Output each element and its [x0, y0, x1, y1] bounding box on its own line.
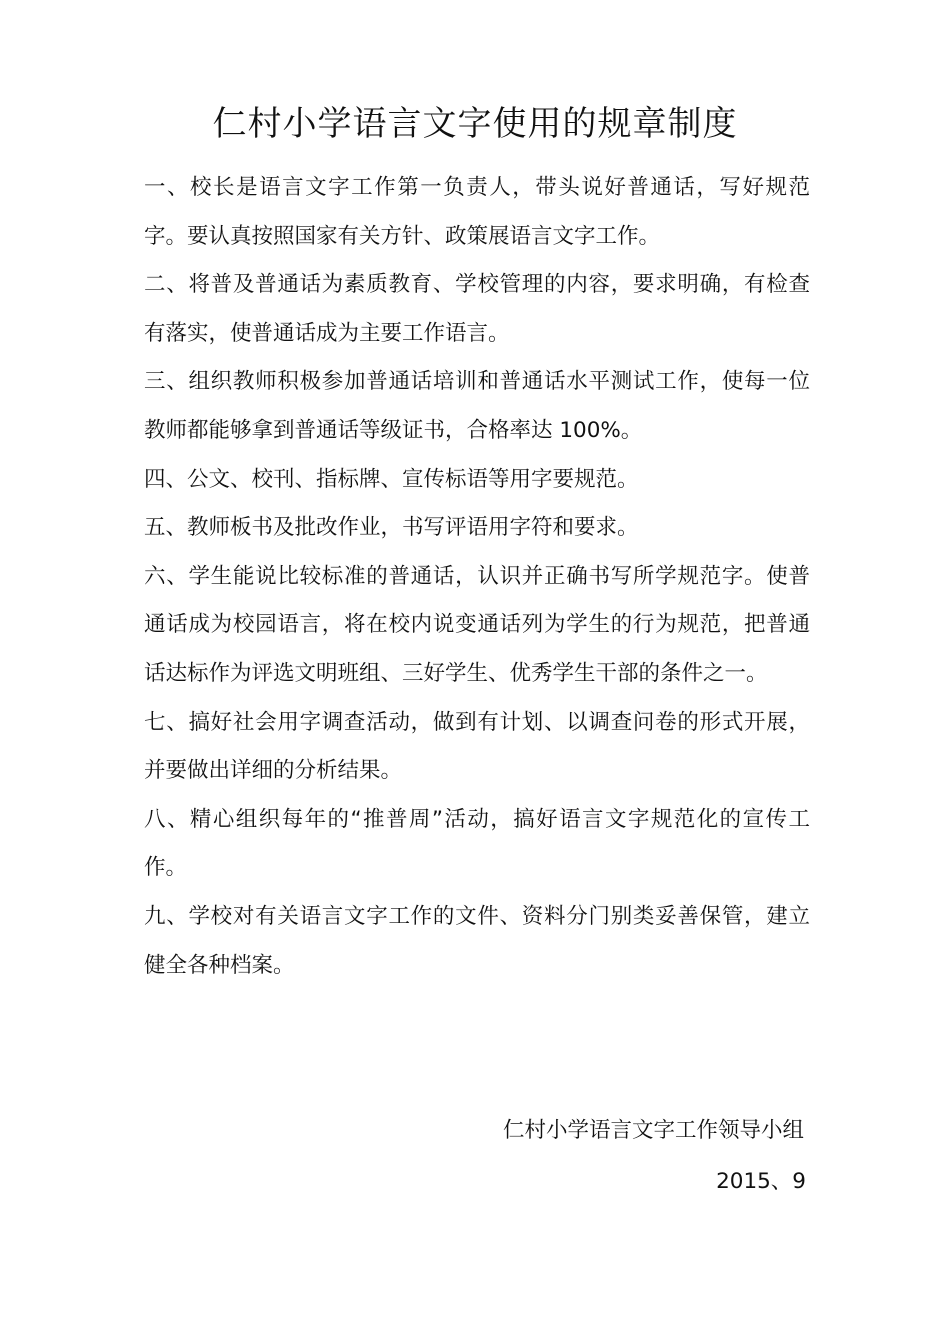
paragraph-6: 六、学生能说比较标准的普通话，认识并正确书写所学规范字。使普通话成为校园语言，将在校内说变通话列为学生的行为规范，把普通话达标作为评选文明班组、三好学生、优秀学生干部的条件之一。	[144, 563, 810, 686]
paragraph-9: 九、学校对有关语言文字工作的文件、资料分门别类妥善保管，建立健全各种档案。	[144, 903, 810, 978]
paragraph-3: 三、组织教师积极参加普通话培训和普通话水平测试工作，使每一位教师都能够拿到普通话等级证书，合格率达 100%。	[144, 369, 810, 443]
paragraph-2: 二、将普及普通话为素质教育、学校管理的内容，要求明确，有检查有落实，使普通话成为主要工作语言。	[144, 272, 810, 346]
document-title: 仁村小学语言文字使用的规章制度	[212, 104, 738, 144]
paragraph-4: 四、公文、校刊、指标牌、宣传标语等用字要规范。	[144, 466, 639, 492]
paragraph-5: 五、教师板书及批改作业，书写评语用字符和要求。	[144, 515, 639, 541]
signature: 仁村小学语言文字工作领导小组	[502, 1118, 804, 1143]
paragraph-7: 七、搞好社会用字调查活动，做到有计划、以调查问卷的形式开展，并要做出详细的分析结果。	[144, 709, 810, 784]
paragraph-1: 一、校长是语言文字工作第一负责人，带头说好普通话，写好规范字。要认真按照国家有关方针、政策展语言文字工作。	[144, 175, 810, 249]
paragraph-8: 八、精心组织每年的“推普周”活动，搞好语言文字规范化的宣传工作。	[144, 806, 810, 881]
document-date: 2015、9	[716, 1169, 806, 1194]
document-body	[144, 164, 810, 990]
